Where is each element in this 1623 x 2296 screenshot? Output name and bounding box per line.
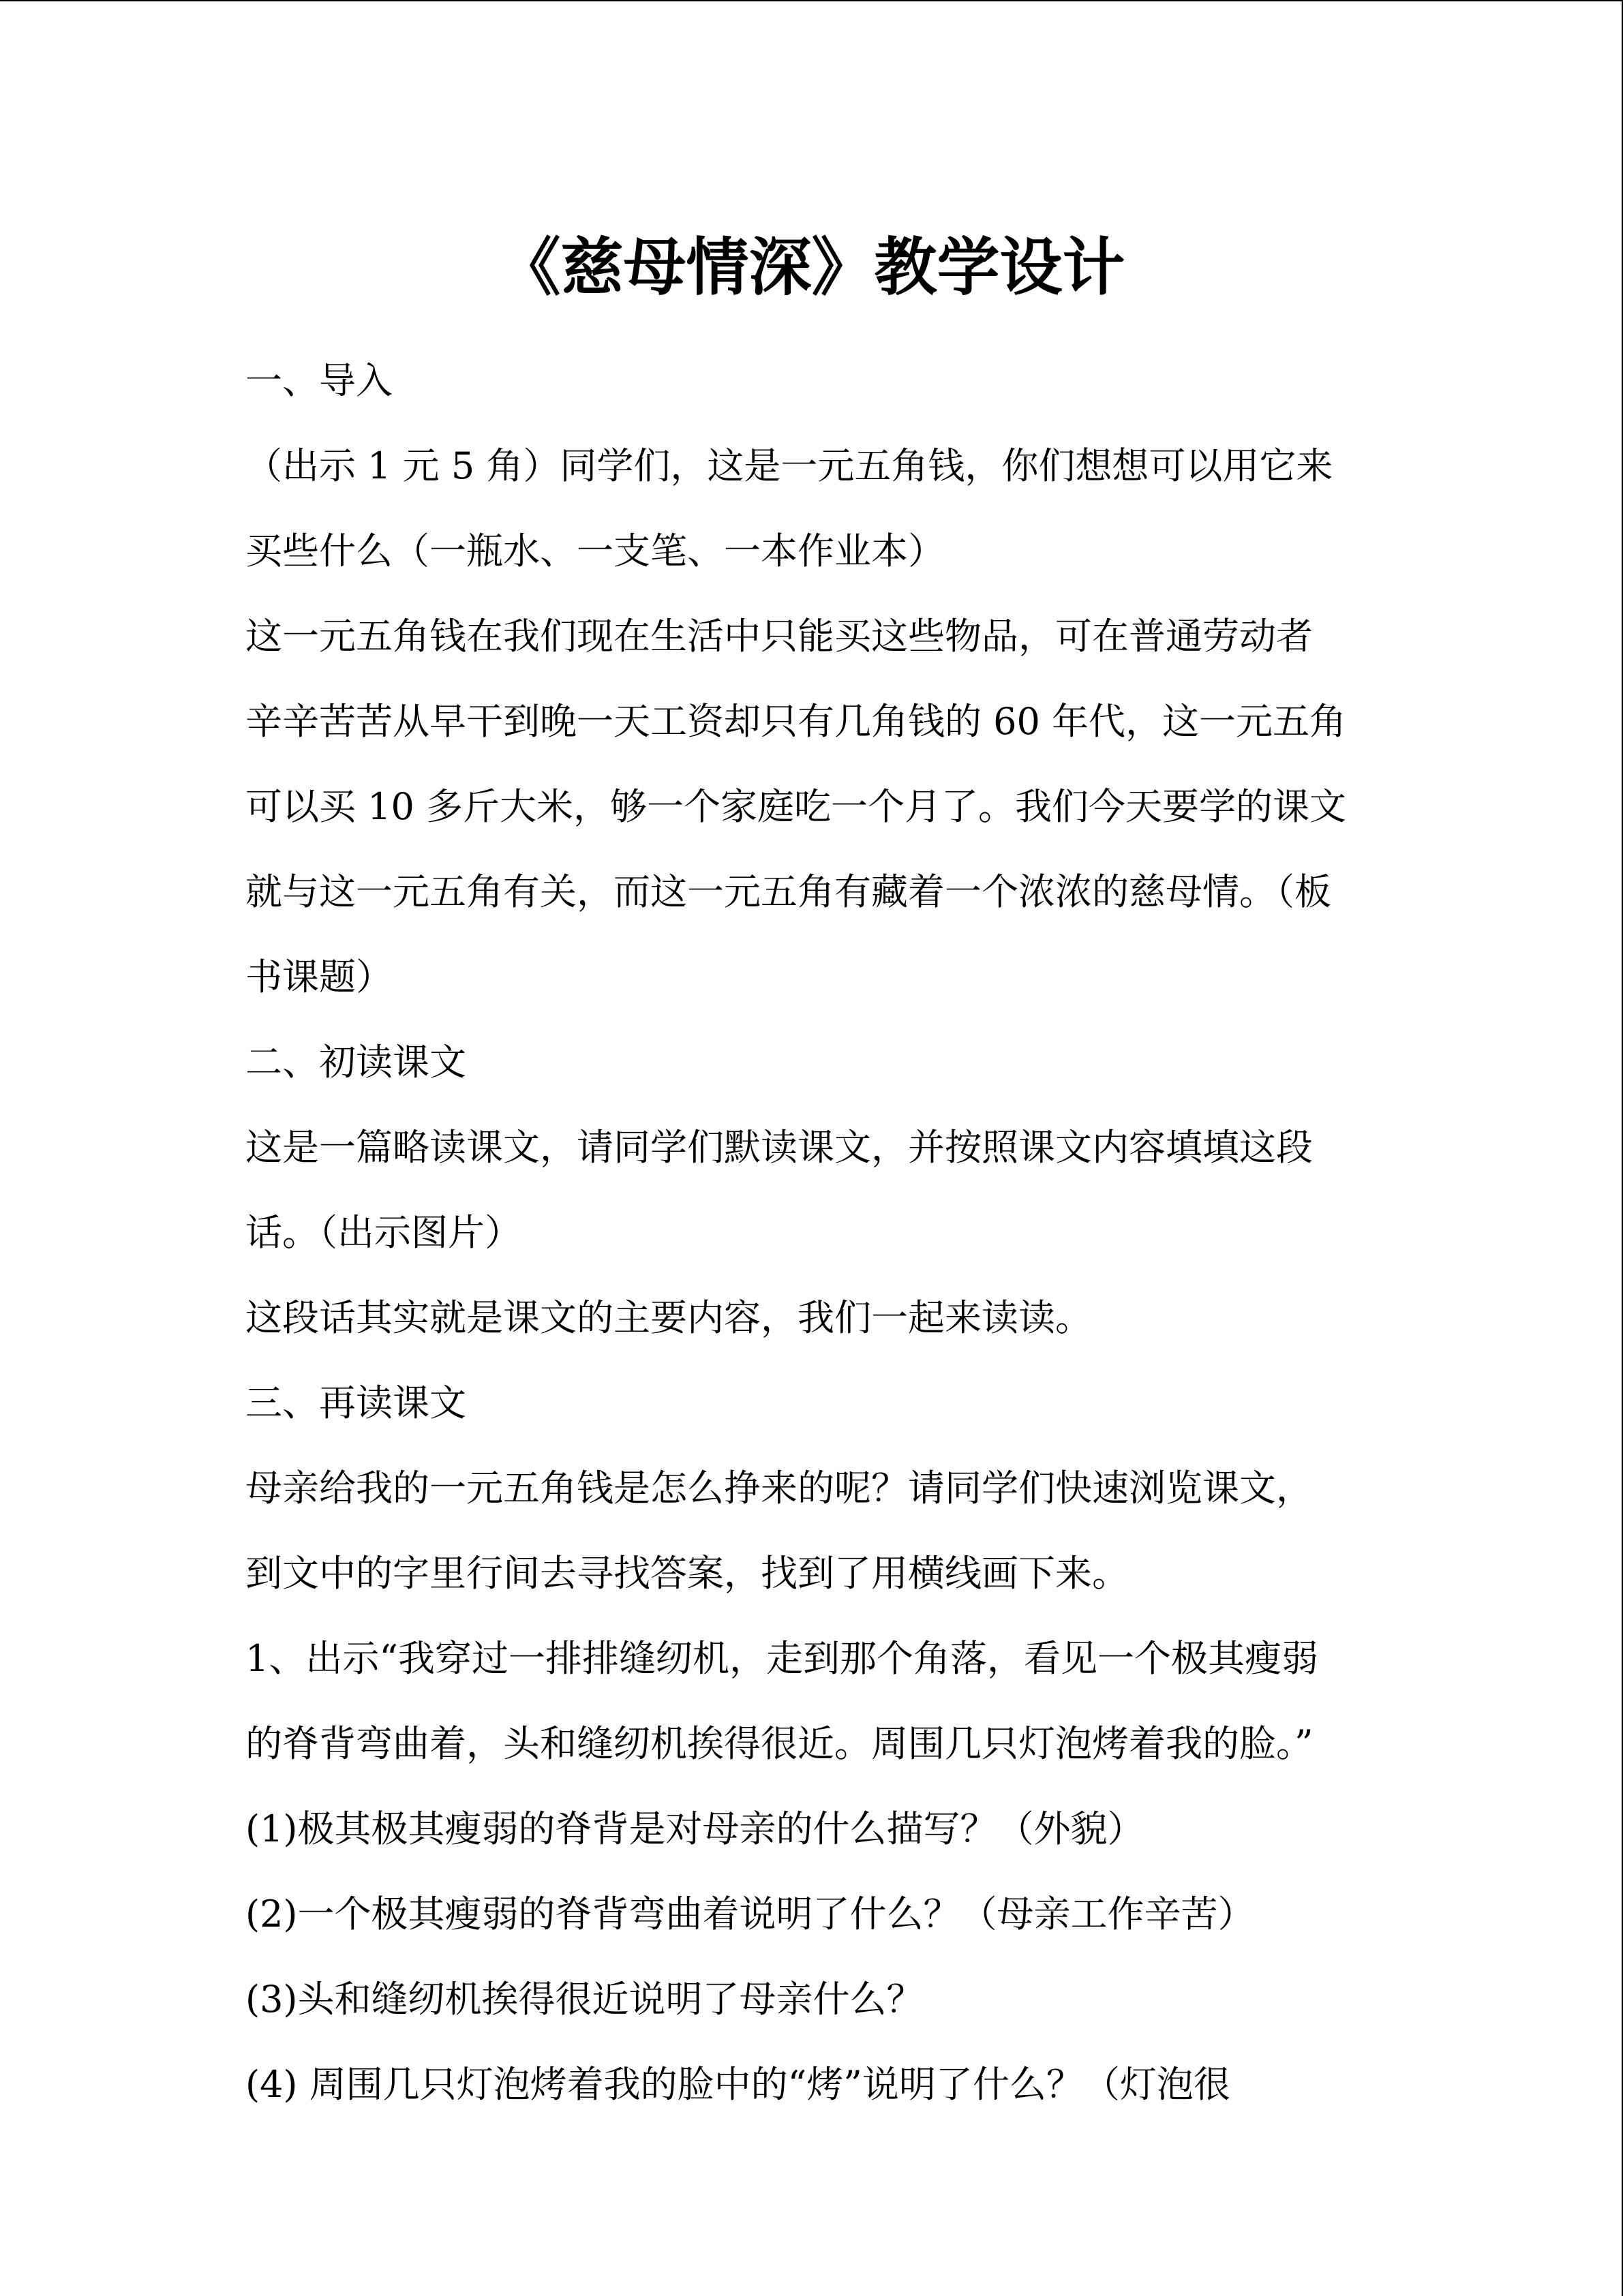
heading-introduction: 一、导入 xyxy=(245,359,393,402)
paragraph-line: （出示 1 元 5 角）同学们，这是一元五角钱，你们想想可以用它来 xyxy=(245,444,1333,487)
paragraph-line: 这是一篇略读课文，请同学们默读课文，并按照课文内容填填这段 xyxy=(245,1126,1313,1169)
document-body xyxy=(245,338,1391,2127)
document-title: 《慈母情深》教学设计 xyxy=(498,230,1125,304)
question-line: (1)极其极其瘦弱的脊背是对母亲的什么描写？（外貌） xyxy=(245,1807,1144,1850)
paragraph-line: 可以买 10 多斤大米，够一个家庭吃一个月了。我们今天要学的课文 xyxy=(245,785,1347,828)
paragraph-line: 到文中的字里行间去寻找答案，找到了用横线画下来。 xyxy=(245,1552,1129,1595)
paragraph-line: 母亲给我的一元五角钱是怎么挣来的呢？请同学们快速浏览课文， xyxy=(245,1467,1313,1510)
question-line: (2)一个极其瘦弱的脊背弯曲着说明了什么？（母亲工作辛苦） xyxy=(245,1893,1255,1935)
paragraph-line: 辛辛苦苦从早干到晚一天工资却只有几角钱的 60 年代，这一元五角 xyxy=(245,700,1347,743)
heading-first-reading: 二、初读课文 xyxy=(245,1041,466,1084)
paragraph-line: 就与这一元五角有关，而这一元五角有藏着一个浓浓的慈母情。（板 xyxy=(245,870,1331,913)
paragraph-line: 这一元五角钱在我们现在生活中只能买这些物品，可在普通劳动者 xyxy=(245,615,1313,658)
heading-second-reading: 三、再读课文 xyxy=(245,1381,466,1424)
paragraph-line: 书课题） xyxy=(245,955,393,998)
paragraph-line: 话。（出示图片） xyxy=(245,1211,521,1254)
question-line: (3)头和缝纫机挨得很近说明了母亲什么？ xyxy=(245,1978,924,2021)
paragraph-line: 的脊背弯曲着，头和缝纫机挨得很近。周围几只灯泡烤着我的脸。” xyxy=(245,1722,1314,1765)
paragraph-line: 这段话其实就是课文的主要内容，我们一起来读读。 xyxy=(245,1296,1092,1339)
question-line: (4) 周围几只灯泡烤着我的脸中的“烤”说明了什么？（灯泡很 xyxy=(245,2063,1230,2106)
paragraph-line: 1、出示“我穿过一排排缝纫机，走到那个角落，看见一个极其瘦弱 xyxy=(245,1637,1318,1680)
paragraph-line: 买些什么（一瓶水、一支笔、一本作业本） xyxy=(245,530,945,572)
